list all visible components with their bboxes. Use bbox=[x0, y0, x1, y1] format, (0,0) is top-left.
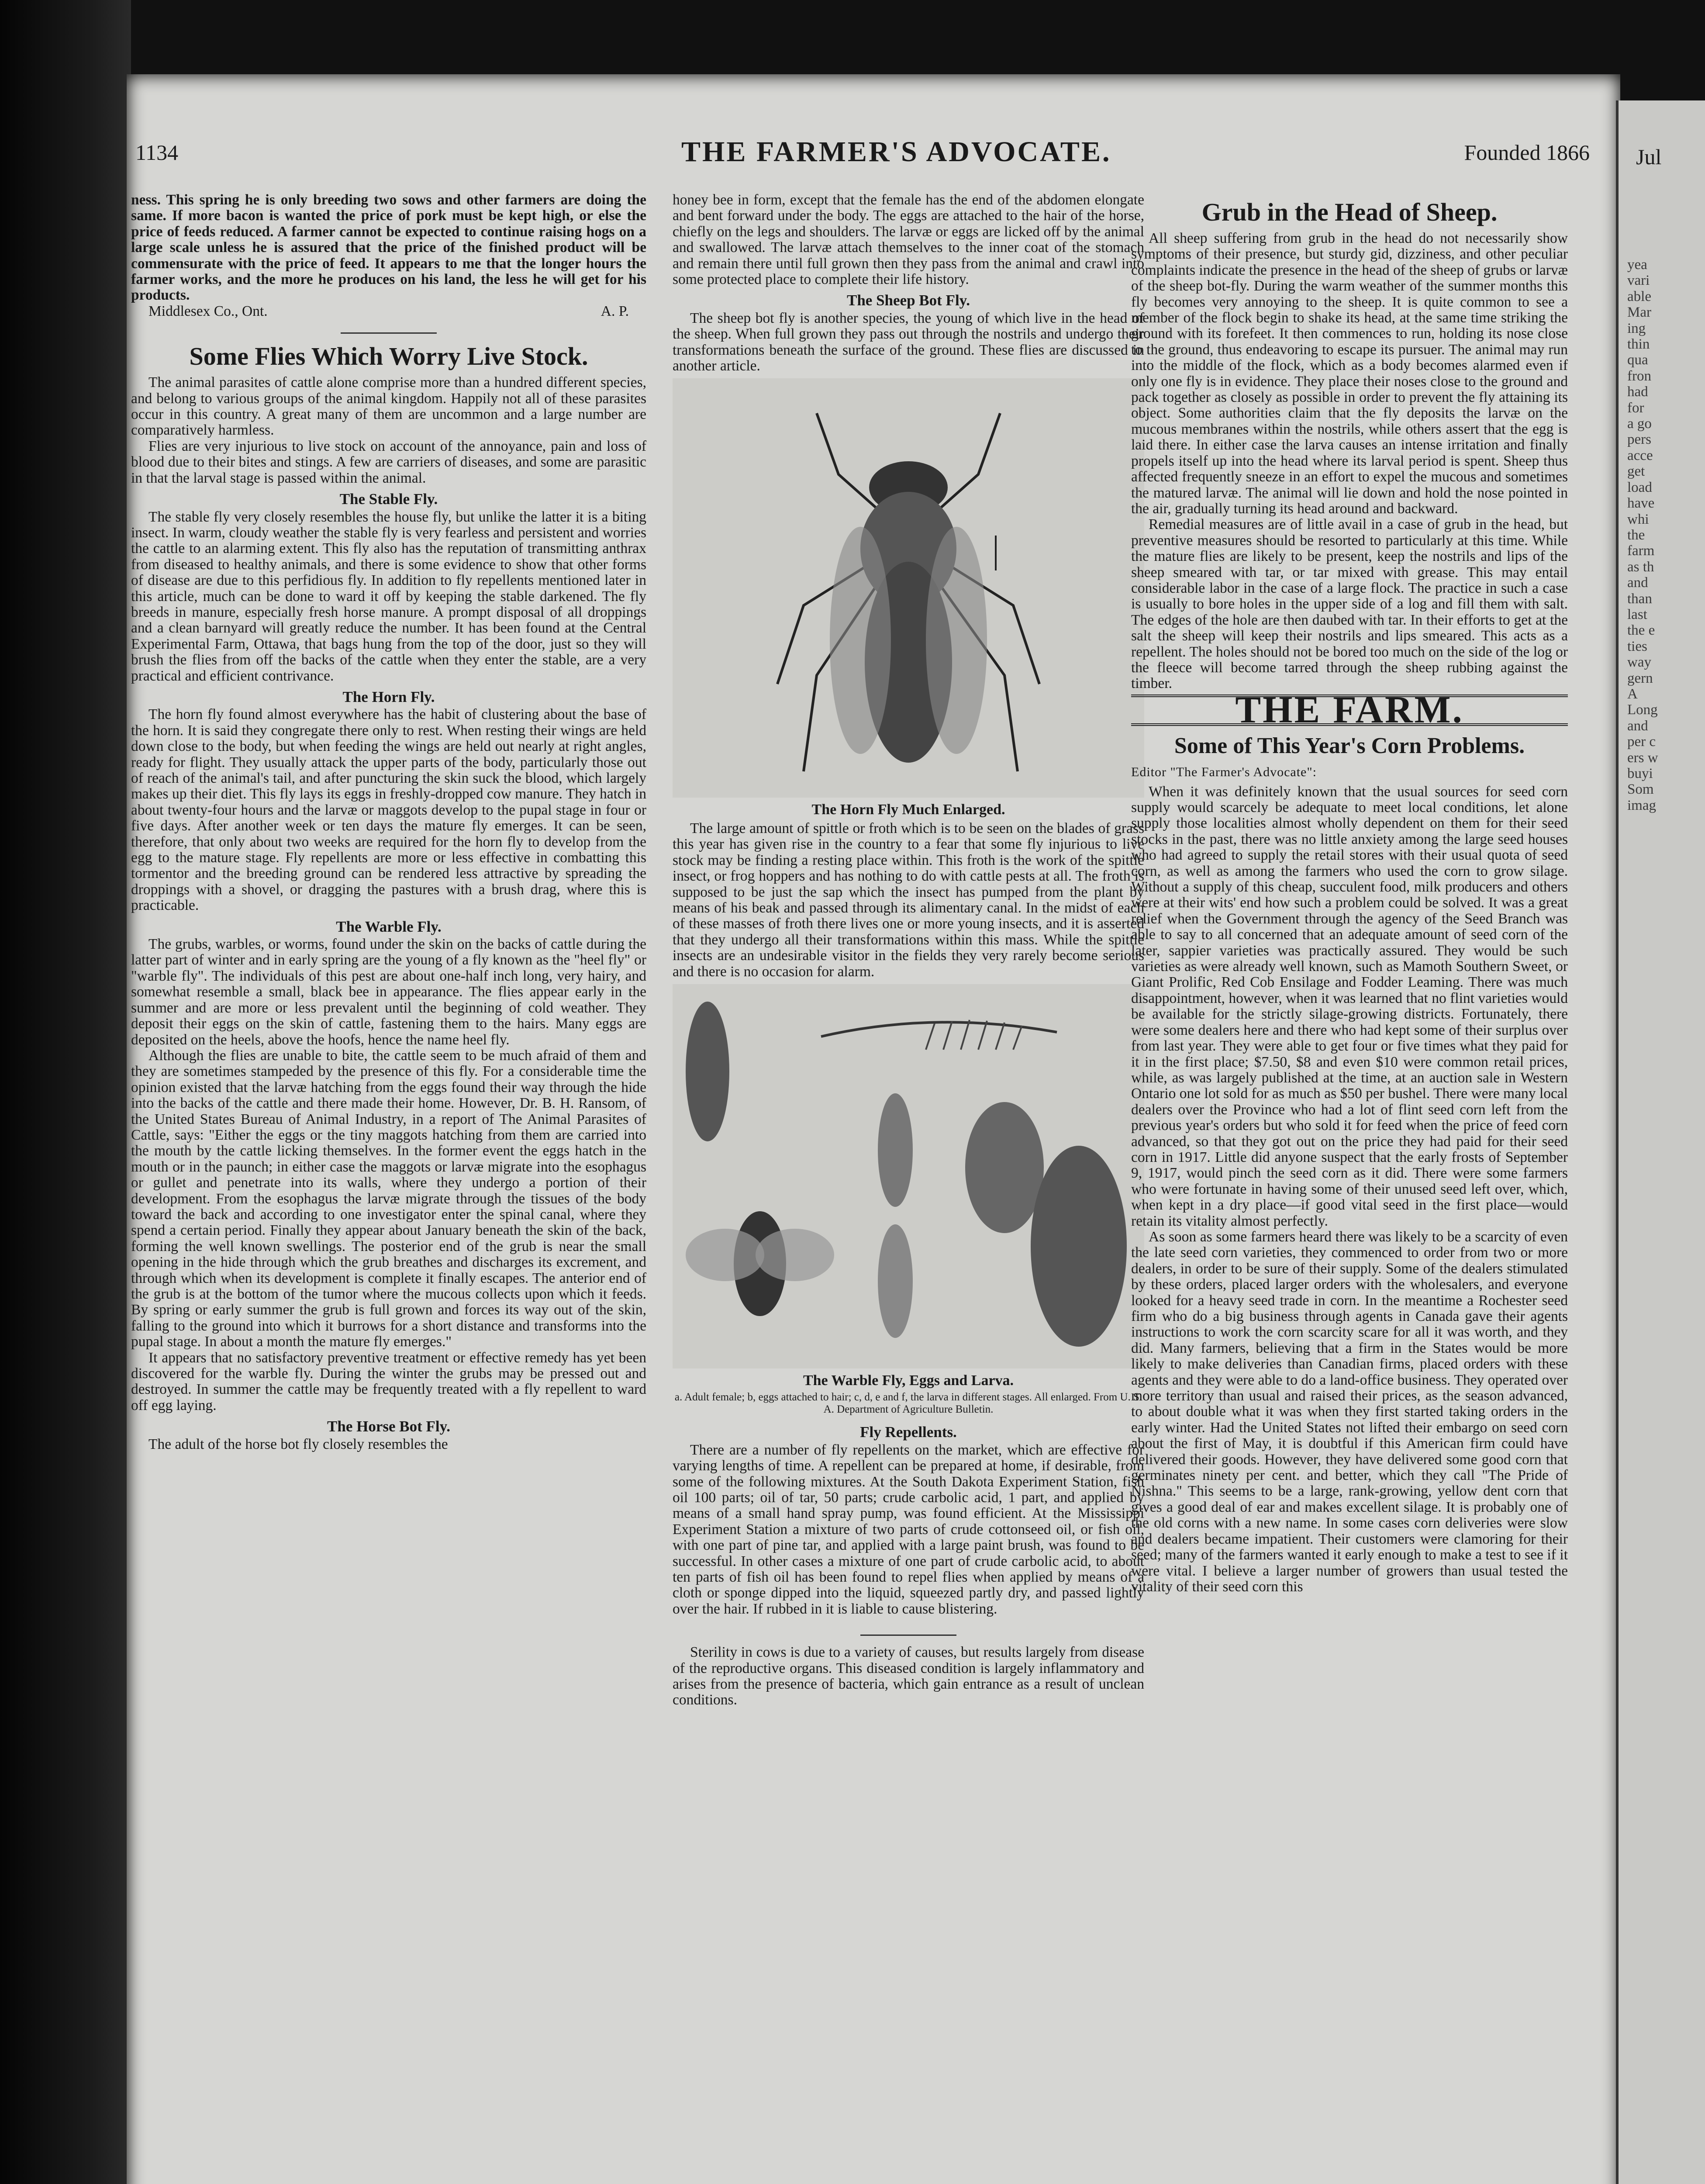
subheading-sheep-bot-fly: The Sheep Bot Fly. bbox=[847, 292, 970, 309]
paragraph: The grubs, warbles, or worms, found under the skin on the backs of cattle during the latter part of winter and in early spring are the young of a fly known as the "heel fly" or "warble fly". The individuals of this pest are about one-half inch long, very hairy, and somewhat resemble a small, black bee in appearance. The flies appear early in the summer and are more or less prevalent until the beginning of cold weather. They deposit their eggs on the skin of cattle, fastening them to the hairs. Many eggs are deposited on the heels, above the hoofs, hence the name heel fly. bbox=[131, 936, 646, 1048]
adjacent-page-line: Som bbox=[1627, 781, 1654, 798]
adjacent-page-line: load bbox=[1627, 479, 1652, 495]
warble-fly-drawing bbox=[673, 984, 1144, 1368]
subheading-stable-fly: The Stable Fly. bbox=[339, 491, 438, 508]
paragraph: Flies are very injurious to live stock on account of the annoyance, pain and loss of blood due to their bites and stings. A few are carriers of diseases, and some are parasitic in that the larval stage is passed within the animal. bbox=[131, 438, 646, 486]
horn-fly-illustration bbox=[673, 378, 1144, 798]
paragraph: The stable fly very closely resembles the house fly, but unlike the latter it is a biting insect. In warm, cloudy weather the stable fly is very fearless and persistent and worries the cattle to an alarming extent. This fly also has the reputation of transmitting anthrax from diseased to healthy animals, and there is some evidence to show that other forms of disease are due to this perfidious fly. In addition to fly repellents mentioned later in this article, much can be done to ward it off by keeping the stable darkened. The fly breeds in manure, especially fresh horse manure. A prompt disposal of all droppings and a clean barnyard will greatly reduce the number. It has been found at the Central Experimental Farm, Ottawa, that bags hung from the top of the door, just so they will brush the flies from off the backs of the cattle when they enter the stable, are a very practical and efficient contrivance. bbox=[131, 508, 646, 684]
column-1 bbox=[131, 192, 646, 1452]
founded-label: Founded 1866 bbox=[1464, 140, 1590, 165]
section-divider bbox=[860, 1635, 956, 1636]
adjacent-page-line: the e bbox=[1627, 622, 1655, 639]
adjacent-page-fragment bbox=[1616, 100, 1705, 2184]
section-title-the-farm: THE FARM. bbox=[1131, 695, 1568, 726]
adjacent-page-line: ing bbox=[1627, 320, 1646, 336]
adjacent-page-line: farm bbox=[1627, 543, 1655, 559]
page-header bbox=[135, 136, 1590, 179]
publication-title: THE FARMER'S ADVOCATE. bbox=[681, 136, 1111, 168]
adjacent-page-line: have bbox=[1627, 495, 1655, 511]
adjacent-page-line: whi bbox=[1627, 511, 1649, 527]
adjacent-page-line: way bbox=[1627, 654, 1651, 670]
adjacent-page-line: per c bbox=[1627, 734, 1656, 750]
subheading-warble-fly: The Warble Fly. bbox=[336, 918, 442, 935]
adjacent-page-line: get bbox=[1627, 463, 1645, 480]
paragraph: The large amount of spittle or froth which is to be seen on the blades of grass this year has given rise in the country to a fear that some fly injurious to live stock may be finding a resting place within. This froth is the work of the spittle insect, or frog hoppers and has nothing to do with cattle pests at all. The froth is supposed to be just the sap which the insect has pumped from the plant by means of his beak and passed through its alimentary canal. In the midst of each of these masses of froth there lives one or more young insects, and it is asserted that they undergo all their transformations within this mass. While the spittle insects are an undesirable visitor in the fields they very rarely become serious and there is no occasion for alarm. bbox=[673, 820, 1144, 980]
horn-fly-drawing bbox=[673, 378, 1144, 798]
adjacent-page-text bbox=[1619, 169, 1705, 813]
paragraph: Remedial measures are of little avail in a case of grub in the head, but preventive measures should be resorted to particularly at this time. While the mature flies are likely to be present, keep the nostrils and lips of the sheep smeared with tar, or tar mixed with grease. This may entail considerable labor in the case of a large flock. The practice in such a case is usually to bore holes in the upper side of a log and fill them with salt. The edges of the hole are then daubed with tar. In their efforts to get at the salt the sheep will keep their nostrils and lips smeared. This acts as a repellent. The holes should not be bored too much on the side of the log or the fleece will become tarred through the sheep rubbing against the timber. bbox=[1131, 516, 1568, 692]
adjacent-page-line: buyi bbox=[1627, 766, 1653, 781]
paragraph: The animal parasites of cattle alone comprise more than a hundred different species, and belong to various groups of the animal kingdom. Happily not all of these parasites occur in this country. A great many of them are uncommon and a large number are comparatively harmless. bbox=[131, 374, 646, 439]
article-title-corn: Some of This Year's Corn Problems. bbox=[1174, 733, 1525, 759]
paragraph: There are a number of fly repellents on the market, which are effective for varying lengths of time. A repellent can be prepared at home, if desirable, from some of the following mixtures. At the South Dakota Experiment Station, fish oil 100 parts; oil of tar, 50 parts; crude carbolic acid, 1 part, and applied by means of a small hand spray pump, was found efficient. At the Mississippi Experiment Station a mixture of two parts of crude cottonseed oil, or fish oil, with one part of pine tar, and applied with a large paint brush, was found to be successful. In other cases a mixture of one part of crude carbolic acid, to about ten parts of fish oil has been found to repel flies when applied by means of a cloth or sponge dipped into the liquid, squeezed partly dry, and passed lightly over the hair. If rubbed in it is liable to cause blistering. bbox=[673, 1441, 1144, 1617]
scan-dark-margin bbox=[0, 0, 131, 2184]
paragraph: The adult of the horse bot fly closely resembles the bbox=[148, 1436, 448, 1452]
adjacent-page-line: for bbox=[1627, 400, 1644, 416]
adjacent-page-line: Long bbox=[1627, 702, 1658, 718]
hog-letter-ending: ness. This spring he is only breeding two sows and other farmers are doing the same. If more bacon is wanted the price of pork must be kept high, or else the price of feeds reduced. A farmer cannot be expected to continue raising hogs on a large scale unless he is assured that the price of the finished product will be commensurate with the price of feed. It appears to me that the longer hours the farmer works, and the more he produces on his land, the less he will get for his products. bbox=[131, 192, 646, 304]
signature-place: Middlesex Co., Ont. bbox=[148, 303, 268, 319]
paragraph: When it was definitely known that the usual sources for seed corn supply would scarcely be adequate to meet local conditions, let alone supply those localities almost wholly dependent on them for their seed stocks in the past, there was no little anxiety among the large seed houses who had agreed to supply the retail stores with their usual quota of seed corn, as well as among the farmers who used the corn to grow silage. Without a supply of this cheap, succulent food, milk producers and others were at their wits' end how such a problem could be solved. It was a great relief when the Government through the agency of the Seed Branch was able to say to all concerned that an adequate amount of seed corn of the later, sappier varieties was practically assured. They would be such varieties as were already well known, such as Mamoth Southern Sweet, or Giant Prolific, Red Cob Ensilage and Fodder Leaming. There was much disappointment, however, when it was learned that no flint varieties would be available for the strictly silage-growing districts. Fortunately, there were some dealers here and there who had kept some of their surplus over from last year. They were able to get four or five times what they paid for it in the first place; $7.50, $8 and even $10 were common retail prices, while, as was largely published at the time, at an auction sale in Western Ontario one lot sold for as much as $50 per bushel. There were many local dealers over the Province who had a lot of flint seed corn left from the previous year's orders but who sold it for feed when the price of feed corn advanced, so that they got out on the price they had paid for their seed corn in 1917. Little did anyone suspect that the early frosts of September 9, 1917, would pinch the seed corn as it did. There were some farmers who were fortunate in having some of their unused seed left over, which, when kept in a dry place—if good vital seed in the first place—would retain its vitality almost perfectly. bbox=[1131, 783, 1568, 1229]
adjacent-page-line: A bbox=[1627, 686, 1638, 702]
article-title-grub: Grub in the Head of Sheep. bbox=[1201, 198, 1498, 226]
subheading-horse-bot-fly: The Horse Bot Fly. bbox=[327, 1418, 450, 1435]
paragraph: All sheep suffering from grub in the head do not necessarily show symptoms of their presence, but sturdy gid, dizziness, and other peculiar complaints indicate the presence in the head of the sheep of grubs or larvæ of the sheep bot-fly. During the warm weather of the summer months this fly becomes very annoying to the sheep. It is quite common to see a member of the flock begin to shake its head, at the same time striking the ground with its forefeet. It then commences to run, holding its nose close to the ground, thus endeavoring to escape its pursuer. The animal may run into the middle of the flock, which as a body becomes alarmed even if only one fly is in evidence. They place their noses close to the ground and pack together as closely as possible in order to prevent the fly attaining its object. Some authorities claim that the fly deposits the larvæ on the mucous membranes within the nostrils, while others assert that the egg is laid there. In either case the larva causes an intense irritation and finally propels itself up into the head where its larval period is spent. Sheep thus affected frequently sneeze in an effort to expel the mucous and sometimes the matured larvæ. The animal will lie down and hold the nose pointed in the air, gradually turning its head around and backward. bbox=[1131, 230, 1568, 517]
adjacent-page-line: had bbox=[1627, 384, 1648, 400]
column-2 bbox=[673, 192, 1144, 1708]
adjacent-page-line: fron bbox=[1627, 368, 1651, 384]
adjacent-page-line: and bbox=[1627, 718, 1648, 734]
figure-caption-warble-fly: The Warble Fly, Eggs and Larva. bbox=[803, 1372, 1014, 1389]
adjacent-page-line: than bbox=[1627, 591, 1652, 607]
letter-signature bbox=[131, 304, 646, 319]
adjacent-page-line: last bbox=[1627, 606, 1647, 622]
signature-name: A. P. bbox=[601, 303, 629, 319]
adjacent-page-line: Mar bbox=[1627, 304, 1651, 321]
paragraph: honey bee in form, except that the female has the end of the abdomen elongate and bent forward under the body. The eggs are attached to the hair of the horse, chiefly on the legs and shoulders. The larvæ or eggs are licked off by the animal and swallowed. The larvæ attach themselves to the inner coat of the stomach and remain there until full grown then they pass from the animal and crawl into some protected place to complete their life history. bbox=[673, 192, 1144, 288]
adjacent-page-line: ers w bbox=[1627, 750, 1658, 766]
adjacent-page-line: pers bbox=[1627, 432, 1651, 448]
page-number: 1134 bbox=[135, 140, 179, 165]
adjacent-page-line: able bbox=[1627, 288, 1651, 304]
paragraph: The horn fly found almost everywhere has the habit of clustering about the base of the horn. It is said they congregate there only to rest. When resting their wings are held down close to the body, but when feeding the wings are held out nearly at right angles, ready for flight. They usually attack the upper parts of the body, particularly those out of reach of the animal's tail, and after puncturing the skin suck the blood, which largely makes up their diet. This fly lays its eggs in freshly-dropped cow manure. They hatch in about twenty-four hours and the larvæ or maggots develop to the pupal stage in four or five days. After another week or ten days the mature fly emerges. It can be seen, therefore, that only about two weeks are required for the horn fly to develop from the egg to the mature stage. Fly repellents are more or less effective in combatting this tormentor and the breeding ground can be rendered less attractive by spreading the droppings with a shovel, or dragging the pastures with a brush drag, where this is practicable. bbox=[131, 706, 646, 914]
adjacent-page-line: imag bbox=[1627, 797, 1656, 813]
editor-salutation: Editor "The Farmer's Advocate": bbox=[1131, 765, 1317, 780]
paragraph: Although the flies are unable to bite, the cattle seem to be much afraid of them and they are sometimes stampeded by the presence of this fly. For a considerable time the opinion existed that the larvæ hatching from the eggs found their way through the hide into the backs of the cattle and there made their home. However, Dr. B. H. Ransom, of the United States Bureau of Animal Industry, in a report of The Animal Parasites of Cattle, says: "Either the eggs or the tiny maggots hatching from them are carried into the mouth by the cattle licking themselves. In the former event the eggs hatch in the mouth or in the paunch; in either case the maggots or larvæ migrate into the esophagus or gullet and penetrate into its walls, where they undergo a portion of their development. From the esophagus the larvæ migrate through the tissues of the body toward the back and according to one investigator enter the spinal canal, where they spend a certain period. Finally they appear about January beneath the skin of the back, forming the well known swellings. The posterior end of the grub is near the small opening in the hide through which the grub breathes and discharges its excrement, and through which when its development is complete it finally escapes. The anterior end of the grub is at the bottom of the tumor where the mucous collects upon which it feeds. By spring or early summer the grub is full grown and forces its way out of the skin, falling to the ground into which it burrows for a short distance and transforms into the pupal stage. In about a month the mature fly emerges." bbox=[131, 1047, 646, 1350]
adjacent-page-line: yea bbox=[1627, 257, 1647, 273]
figure-subcaption-warble-fly: a. Adult female; b, eggs attached to hair; c, d, e and f, the larva in different stages. All enlarged. From U. S. A. Department of Agriculture Bulletin. bbox=[674, 1391, 1142, 1416]
adjacent-page-line: vari bbox=[1627, 273, 1650, 289]
adjacent-page-line: the bbox=[1627, 527, 1645, 543]
article-title-flies: Some Flies Which Worry Live Stock. bbox=[189, 342, 588, 371]
adjacent-page-header: Jul bbox=[1636, 145, 1662, 169]
paragraph-sterility: Sterility in cows is due to a variety of causes, but results largely from disease of the reproductive organs. This diseased condition is largely inflammatory and arises from the presence of bacteria, which gain entrance as a result of unclean conditions. bbox=[673, 1644, 1144, 1708]
figure-caption-horn-fly: The Horn Fly Much Enlarged. bbox=[811, 802, 1005, 818]
adjacent-page-line: acce bbox=[1627, 447, 1653, 463]
adjacent-page-line: thin bbox=[1627, 336, 1650, 352]
adjacent-page-line: gern bbox=[1627, 670, 1653, 686]
adjacent-page-line: qua bbox=[1627, 352, 1648, 368]
paragraph: The sheep bot fly is another species, the young of which live in the head of the sheep. When full grown they pass out through the nostrils and undergo their transformations beneath the surface of the ground. These flies are discussed in another article. bbox=[673, 310, 1144, 374]
adjacent-page-line: as th bbox=[1627, 559, 1654, 575]
adjacent-page-line: and bbox=[1627, 575, 1648, 591]
adjacent-page-line: ties bbox=[1627, 638, 1647, 654]
column-3 bbox=[1131, 192, 1568, 1595]
adjacent-page-line: a go bbox=[1627, 416, 1652, 432]
section-divider bbox=[341, 332, 437, 334]
warble-fly-illustration bbox=[673, 984, 1144, 1368]
paragraph: As soon as some farmers heard there was likely to be a scarcity of even the late seed corn varieties, they commenced to order from two or more dealers, in order to be sure of their supply. Some of the dealers stimulated by these orders, placed larger orders with the wholesalers, and everyone looked for a heavy seed trade in corn. In the meantime a Rochester seed firm who do a big business through agents in Canada gave their agents instructions to work the corn scarcity scare for all it was worth, and they did. Many farmers, believing that a firm in the States would be more likely to make deliveries than Canadian firms, placed orders with these agents and they were able to do a land-office business. They operated over more territory than usual and raised their prices, as the season advanced, to about double what it was when they first started taking orders in the early winter. Had the United States not lifted their embargo on seed corn about the first of May, it is doubtful if this American firm could have delivered their goods. However, they have delivered some good corn that germinates ninety per cent. and better, which they call "The Pride of Nishna." This seems to be a large, rank-growing, yellow dent corn that gives a good deal of ear and makes excellent silage. It is probably one of the old corns with a new name. In some cases corn deliveries were slow and dealers became impatient. Their customers were clamoring for their seed; many of the farmers wanted it early enough to make a test to see if it were vital. I believe a larger number of growers than usual tested the vitality of their seed corn this bbox=[1131, 1228, 1568, 1595]
subheading-horn-fly: The Horn Fly. bbox=[342, 688, 435, 705]
subheading-fly-repellents: Fly Repellents. bbox=[860, 1424, 957, 1441]
paragraph: It appears that no satisfactory preventive treatment or effective remedy has yet been discovered for the warble fly. During the winter the grubs may be pressed out and destroyed. In summer the cattle may be frequently treated with a fly repellent to ward off egg laying. bbox=[131, 1349, 646, 1413]
